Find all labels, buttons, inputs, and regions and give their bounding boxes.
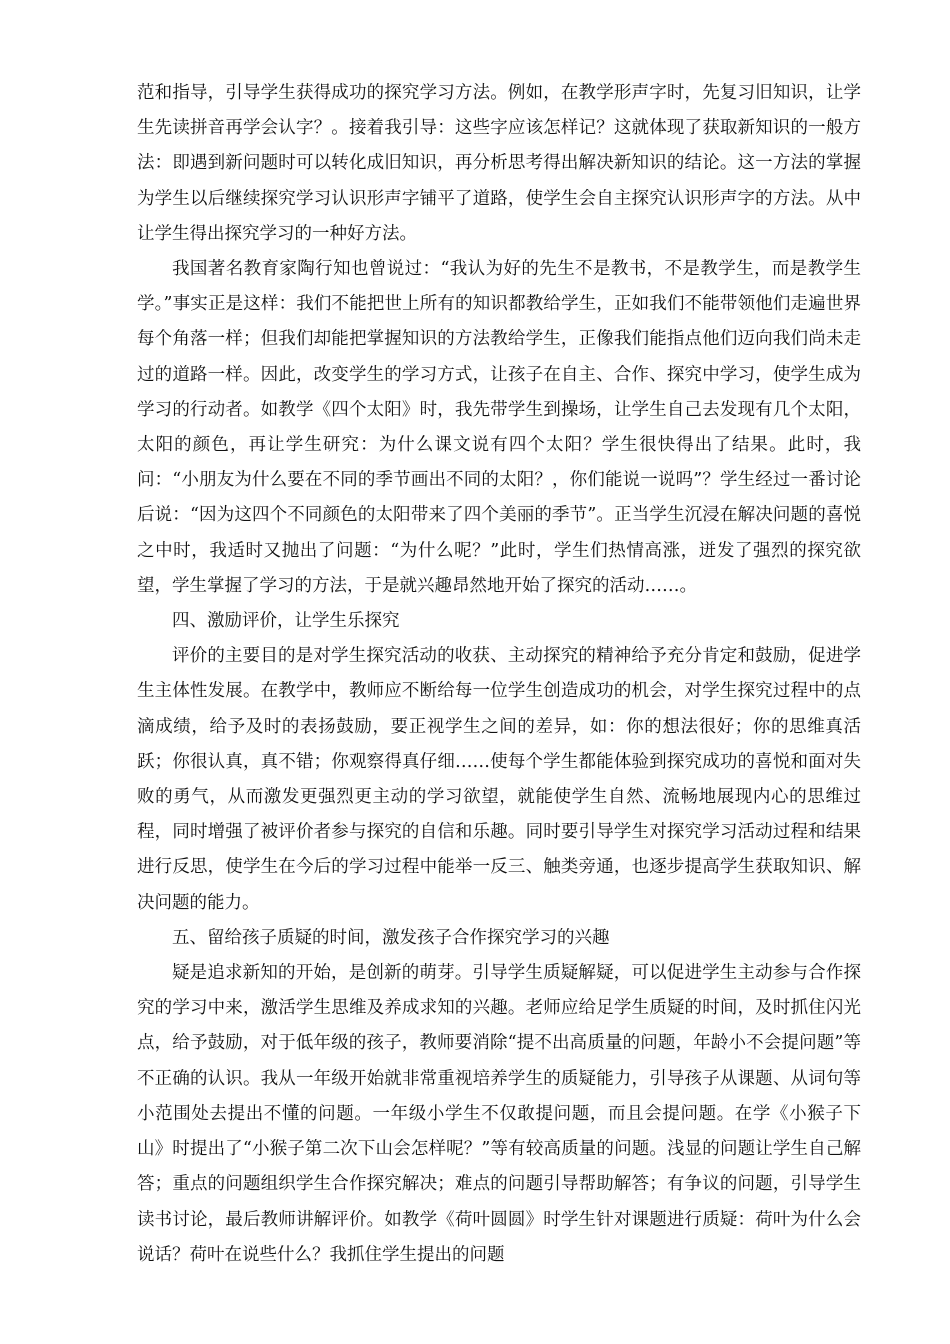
paragraph-evaluation: 评价的主要目的是对学生探究活动的收获、主动探究的精神给予充分肯定和鼓励，促进学生主体性发展。在教学中，教师应不断给每一位学生创造成功的机会，对学生探究过程中的点滴成绩，给予及时的表扬鼓励，要正视学生之间的差异，如：你的想法很好；你的思维真活跃；你很认真，真不错；你观察得真仔细……使每个学生都能体验到探究成功的喜悦和面对失败的勇气，从而激发更强烈更主动的学习欲望，就能使学生自然、流畅地展现内心的思维过程，同时增强了被评价者参与探究的自信和乐趣。同时要引导学生对探究学习活动过程和结果进行反思，使学生在今后的学习过程中能举一反三、触类旁通，也逐步提高学生获取知识、解决问题的能力。	[137, 646, 861, 913]
section-heading-five: 五、留给孩子质疑的时间，激发孩子合作探究学习的兴趣	[172, 927, 610, 948]
section-heading-four: 四、激励评价，让学生乐探究	[172, 611, 400, 632]
document-page	[137, 76, 861, 1273]
paragraph-continuation: 范和指导，引导学生获得成功的探究学习方法。例如，在教学形声字时，先复习旧知识，让学生先读拼音再学会认字？。接着我引导：这些字应该怎样记？这就体现了获取新知识的一般方法：即遇到新问题时可以转化成旧知识，再分析思考得出解决新知识的结论。这一方法的掌握为学生以后继续探究学习认识形声字铺平了道路，使学生会自主探究认识形声字的方法。从中让学生得出探究学习的一种好方法。	[137, 83, 861, 244]
paragraph-questioning: 疑是追求新知的开始，是创新的萌芽。引导学生质疑解疑，可以促进学生主动参与合作探究的学习中来，激活学生思维及养成求知的兴趣。老师应给足学生质疑的时间，及时抓住闪光点，给予鼓励，对于低年级的孩子，教师要消除“提不出高质量的问题，年龄小不会提问题”等不正确的认识。我从一年级开始就非常重视培养学生的质疑能力，引导孩子从课题、从词句等小范围处去提出不懂的问题。一年级小学生不仅敢提问题，而且会提问题。在学《小猴子下山》时提出了“小猴子第二次下山会怎样呢？”等有较高质量的问题。浅显的问题让学生自己解答；重点的问题组织学生合作探究解决；难点的问题引导帮助解答；有争议的问题，引导学生读书讨论，最后教师讲解评价。如教学《荷叶圆圆》时学生针对课题进行质疑：荷叶为什么会说话？荷叶在说些什么？我抓住学生提出的问题	[137, 963, 861, 1265]
paragraph-tao-xingzhi: 我国著名教育家陶行知也曾说过：“我认为好的先生不是教书，不是教学生，而是教学生学。”事实正是这样：我们不能把世上所有的知识都教给学生，正如我们不能带领他们走遍世界每个角落一样；但我们却能把掌握知识的方法教给学生，正像我们能指点他们迈向我们尚未走过的道路一样。因此，改变学生的学习方式，让孩子在自主、合作、探究中学习，使学生成为学习的行动者。如教学《四个太阳》时，我先带学生到操场，让学生自己去发现有几个太阳，太阳的颜色，再让学生研究：为什么课文说有四个太阳？学生很快得出了结果。此时，我问：“小朋友为什么要在不同的季节画出不同的太阳？，你们能说一说吗”？学生经过一番讨论后说：“因为这四个不同颜色的太阳带来了四个美丽的季节”。正当学生沉浸在解决问题的喜悦之中时，我适时又抛出了问题：“为什么呢？”此时，学生们热情高涨，迸发了强烈的探究欲望，学生掌握了学习的方法，于是就兴趣昂然地开始了探究的活动……。	[137, 259, 861, 596]
